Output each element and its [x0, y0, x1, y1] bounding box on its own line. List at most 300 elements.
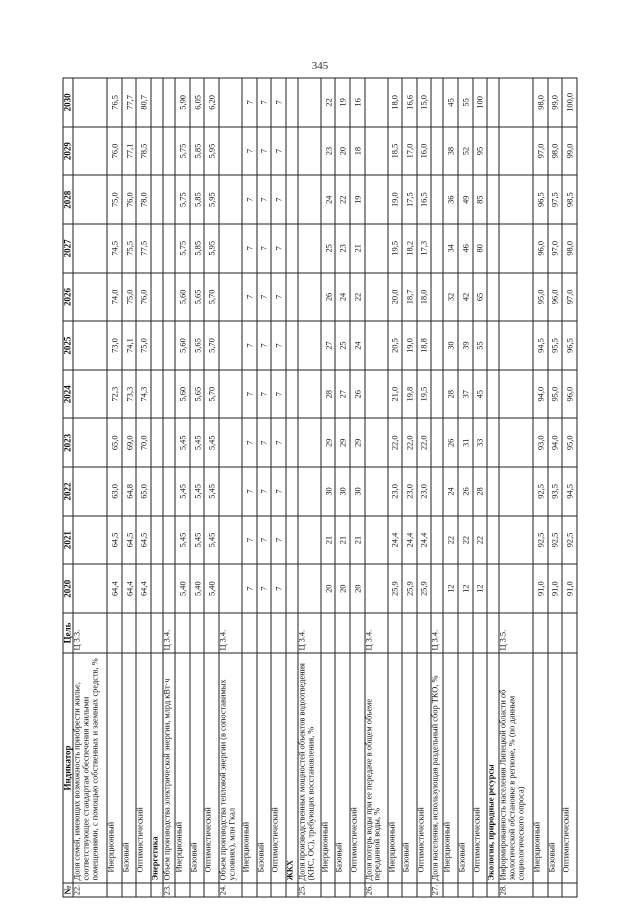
empty-cell: [163, 370, 175, 419]
value-cell: 19,8: [402, 370, 417, 419]
header-no: №: [63, 883, 73, 897]
value-cell: 30: [443, 321, 458, 370]
empty-cell: [219, 564, 242, 613]
scenario-row: [458, 78, 473, 897]
empty-cell: [487, 419, 499, 468]
scenario-label: Базовый: [458, 653, 473, 883]
empty-cell: [487, 127, 499, 176]
value-cell: 55: [473, 321, 488, 370]
indicator-row: [431, 78, 443, 897]
empty-cell: [219, 127, 242, 176]
empty-cell: [388, 613, 403, 653]
value-cell: 19,5: [417, 370, 432, 419]
scenario-label: Оптимистический: [136, 653, 151, 883]
empty-cell: [175, 883, 190, 897]
empty-cell: [122, 883, 137, 897]
value-cell: 5,45: [204, 467, 219, 516]
value-cell: 93,0: [533, 419, 548, 468]
value-cell: 76,0: [122, 175, 137, 224]
value-cell: 5,60: [175, 370, 190, 419]
value-cell: 98,0: [562, 224, 577, 273]
empty-cell: [473, 613, 488, 653]
value-cell: 99,0: [562, 127, 577, 176]
empty-cell: [335, 613, 350, 653]
value-cell: 12: [473, 564, 488, 613]
row-number: 24.: [219, 883, 242, 897]
value-cell: 76,0: [107, 127, 122, 176]
empty-cell: [431, 175, 443, 224]
empty-cell: [73, 516, 107, 565]
scenario-label: Оптимистический: [271, 653, 286, 883]
value-cell: 19,0: [402, 321, 417, 370]
value-cell: 24: [350, 321, 365, 370]
scenario-label: Инерционный: [443, 653, 458, 883]
value-cell: 5,75: [175, 127, 190, 176]
empty-cell: [487, 273, 499, 322]
value-cell: 23,0: [417, 467, 432, 516]
empty-cell: [365, 467, 388, 516]
value-cell: 30: [335, 467, 350, 516]
empty-cell: [388, 883, 403, 897]
value-cell: 99,0: [548, 78, 563, 127]
scenario-row: [548, 78, 563, 897]
value-cell: 55: [458, 78, 473, 127]
rotated-table-container: [63, 78, 578, 898]
scenario-label: Инерционный: [533, 653, 548, 883]
empty-cell: [417, 883, 432, 897]
value-cell: 5,70: [204, 370, 219, 419]
value-cell: 5,45: [175, 516, 190, 565]
value-cell: 23: [335, 224, 350, 273]
header-year: 2020: [63, 564, 73, 613]
empty-cell: [350, 613, 365, 653]
value-cell: 100: [473, 78, 488, 127]
empty-cell: [151, 613, 163, 653]
value-cell: 73,3: [122, 370, 137, 419]
value-cell: 91,0: [562, 564, 577, 613]
empty-cell: [487, 467, 499, 516]
value-cell: 12: [443, 564, 458, 613]
value-cell: 7: [242, 175, 257, 224]
empty-cell: [73, 419, 107, 468]
value-cell: 7: [257, 273, 272, 322]
empty-cell: [321, 883, 336, 897]
value-cell: 70,0: [136, 419, 151, 468]
value-cell: 22,0: [417, 419, 432, 468]
value-cell: 5,95: [204, 224, 219, 273]
scenario-label: Базовый: [122, 653, 137, 883]
value-cell: 5,45: [204, 419, 219, 468]
scenario-row: [271, 78, 286, 897]
scenario-label: Оптимистический: [204, 653, 219, 883]
value-cell: 5,45: [190, 467, 205, 516]
value-cell: 18,7: [402, 273, 417, 322]
empty-cell: [499, 78, 533, 127]
empty-cell: [350, 883, 365, 897]
scenario-row: [402, 78, 417, 897]
value-cell: 29: [350, 419, 365, 468]
scenario-row: [443, 78, 458, 897]
empty-cell: [190, 883, 205, 897]
value-cell: 7: [242, 370, 257, 419]
page-number: 345: [311, 60, 329, 72]
value-cell: 77,5: [136, 224, 151, 273]
scenario-row: [107, 78, 122, 897]
value-cell: 26: [443, 419, 458, 468]
value-cell: 30: [321, 467, 336, 516]
value-cell: 7: [242, 127, 257, 176]
header-year: 2024: [63, 370, 73, 419]
empty-cell: [286, 370, 298, 419]
value-cell: 7: [271, 175, 286, 224]
empty-cell: [107, 613, 122, 653]
value-cell: 64,4: [107, 564, 122, 613]
empty-cell: [73, 127, 107, 176]
value-cell: 18: [350, 127, 365, 176]
empty-cell: [219, 175, 242, 224]
value-cell: 45: [473, 370, 488, 419]
value-cell: 98,0: [533, 78, 548, 127]
scenario-row: [257, 78, 272, 897]
value-cell: 32: [443, 273, 458, 322]
section-row: [151, 78, 163, 897]
empty-cell: [151, 564, 163, 613]
value-cell: 18,5: [388, 127, 403, 176]
value-cell: 22,0: [402, 419, 417, 468]
empty-cell: [298, 370, 321, 419]
value-cell: 28: [321, 370, 336, 419]
value-cell: 7: [271, 516, 286, 565]
value-cell: 72,3: [107, 370, 122, 419]
scenario-row: [242, 78, 257, 897]
empty-cell: [242, 883, 257, 897]
table-body: [73, 78, 577, 897]
header-year: 2027: [63, 224, 73, 273]
empty-cell: [73, 370, 107, 419]
value-cell: 74,5: [107, 224, 122, 273]
value-cell: 23,0: [388, 467, 403, 516]
empty-cell: [73, 467, 107, 516]
empty-cell: [286, 78, 298, 127]
value-cell: 5,95: [204, 175, 219, 224]
value-cell: 5,45: [190, 516, 205, 565]
value-cell: 73,0: [107, 321, 122, 370]
value-cell: 5,70: [204, 321, 219, 370]
value-cell: 64,4: [122, 564, 137, 613]
empty-cell: [298, 127, 321, 176]
empty-cell: [499, 370, 533, 419]
value-cell: 76,5: [107, 78, 122, 127]
empty-cell: [73, 78, 107, 127]
empty-cell: [473, 883, 488, 897]
row-number: 22.: [73, 883, 107, 897]
value-cell: 21: [335, 516, 350, 565]
header-row: [63, 78, 73, 897]
empty-cell: [151, 370, 163, 419]
value-cell: 7: [257, 370, 272, 419]
value-cell: 92,5: [548, 516, 563, 565]
value-cell: 26: [350, 370, 365, 419]
value-cell: 64,5: [136, 516, 151, 565]
value-cell: 24: [321, 175, 336, 224]
scenario-label: Базовый: [402, 653, 417, 883]
scenario-row: [562, 78, 577, 897]
value-cell: 7: [257, 467, 272, 516]
value-cell: 5,70: [204, 273, 219, 322]
value-cell: 18,8: [417, 321, 432, 370]
empty-cell: [286, 224, 298, 273]
value-cell: 92,5: [562, 516, 577, 565]
scenario-label: Оптимистический: [417, 653, 432, 883]
scenario-row: [350, 78, 365, 897]
empty-cell: [499, 175, 533, 224]
value-cell: 65,0: [136, 467, 151, 516]
scenario-label: Базовый: [335, 653, 350, 883]
value-cell: 74,3: [136, 370, 151, 419]
empty-cell: [365, 224, 388, 273]
empty-cell: [151, 516, 163, 565]
empty-cell: [286, 883, 298, 897]
value-cell: 77,1: [122, 127, 137, 176]
value-cell: 7: [271, 78, 286, 127]
indicator-row: [73, 78, 107, 897]
value-cell: 75,0: [122, 273, 137, 322]
value-cell: 34: [443, 224, 458, 273]
empty-cell: [431, 321, 443, 370]
header-year: 2023: [63, 419, 73, 468]
value-cell: 25,9: [402, 564, 417, 613]
scenario-label: Базовый: [257, 653, 272, 883]
value-cell: 5,85: [190, 224, 205, 273]
value-cell: 96,0: [548, 273, 563, 322]
empty-cell: [151, 273, 163, 322]
value-cell: 5,85: [190, 175, 205, 224]
value-cell: 75,0: [107, 175, 122, 224]
empty-cell: [487, 175, 499, 224]
value-cell: 64,5: [107, 516, 122, 565]
value-cell: 5,75: [175, 175, 190, 224]
value-cell: 78,0: [136, 175, 151, 224]
value-cell: 95,5: [548, 321, 563, 370]
scenario-label: Инерционный: [321, 653, 336, 883]
value-cell: 7: [242, 564, 257, 613]
value-cell: 25,9: [388, 564, 403, 613]
empty-cell: [548, 883, 563, 897]
indicator-row: [499, 78, 533, 897]
value-cell: 18,0: [417, 273, 432, 322]
value-cell: 19: [350, 175, 365, 224]
empty-cell: [431, 564, 443, 613]
value-cell: 98,5: [562, 175, 577, 224]
section-title: ЖКХ: [286, 653, 298, 883]
empty-cell: [562, 613, 577, 653]
value-cell: 78,5: [136, 127, 151, 176]
value-cell: 97,0: [562, 273, 577, 322]
empty-cell: [298, 321, 321, 370]
value-cell: 7: [257, 321, 272, 370]
value-cell: 94,0: [533, 370, 548, 419]
value-cell: 95: [473, 127, 488, 176]
empty-cell: [163, 78, 175, 127]
scenario-label: Оптимистический: [562, 653, 577, 883]
value-cell: 19: [335, 78, 350, 127]
empty-cell: [365, 419, 388, 468]
value-cell: 37: [458, 370, 473, 419]
value-cell: 22,0: [388, 419, 403, 468]
empty-cell: [163, 564, 175, 613]
empty-cell: [219, 273, 242, 322]
empty-cell: [151, 224, 163, 273]
scenario-label: Базовый: [190, 653, 205, 883]
indicator-label: Доля производственных мощностей объектов водоотведения (КНС, ОС), требующих восстановления, %: [298, 653, 321, 883]
value-cell: 91,0: [548, 564, 563, 613]
empty-cell: [431, 467, 443, 516]
value-cell: 95,0: [548, 370, 563, 419]
value-cell: 94,5: [562, 467, 577, 516]
indicator-label: Доля населения, использующая раздельный сбор ТКО, %: [431, 653, 443, 883]
empty-cell: [458, 883, 473, 897]
row-number: 28.: [499, 883, 533, 897]
empty-cell: [73, 224, 107, 273]
empty-cell: [499, 516, 533, 565]
empty-cell: [298, 78, 321, 127]
value-cell: 29: [335, 419, 350, 468]
value-cell: 64,8: [122, 467, 137, 516]
value-cell: 20: [335, 127, 350, 176]
empty-cell: [499, 273, 533, 322]
header-year: 2029: [63, 127, 73, 176]
value-cell: 7: [257, 78, 272, 127]
value-cell: 75,5: [122, 224, 137, 273]
header-year: 2026: [63, 273, 73, 322]
empty-cell: [487, 613, 499, 653]
empty-cell: [204, 883, 219, 897]
empty-cell: [204, 613, 219, 653]
empty-cell: [499, 419, 533, 468]
goal-code: Ц 3.5.: [499, 613, 533, 653]
empty-cell: [136, 613, 151, 653]
value-cell: 97,0: [548, 224, 563, 273]
value-cell: 24: [443, 467, 458, 516]
value-cell: 21: [350, 224, 365, 273]
goal-code: Ц 3.4.: [219, 613, 242, 653]
empty-cell: [271, 883, 286, 897]
section-row: [487, 78, 499, 897]
empty-cell: [365, 516, 388, 565]
value-cell: 5,45: [190, 419, 205, 468]
value-cell: 24,4: [417, 516, 432, 565]
section-title: Энергетика: [151, 653, 163, 883]
value-cell: 36: [443, 175, 458, 224]
empty-cell: [335, 883, 350, 897]
value-cell: 5,60: [175, 273, 190, 322]
empty-cell: [286, 613, 298, 653]
value-cell: 5,85: [190, 127, 205, 176]
value-cell: 7: [242, 419, 257, 468]
value-cell: 39: [458, 321, 473, 370]
empty-cell: [257, 613, 272, 653]
value-cell: 96,5: [562, 321, 577, 370]
value-cell: 28: [473, 467, 488, 516]
value-cell: 7: [242, 224, 257, 273]
indicator-label: Доля потерь воды при ее передаче в общем объеме переданной воды, %: [365, 653, 388, 883]
empty-cell: [73, 321, 107, 370]
value-cell: 5,65: [190, 370, 205, 419]
empty-cell: [298, 224, 321, 273]
value-cell: 24,4: [388, 516, 403, 565]
empty-cell: [151, 127, 163, 176]
empty-cell: [431, 516, 443, 565]
indicator-row: [163, 78, 175, 897]
empty-cell: [163, 419, 175, 468]
value-cell: 85: [473, 175, 488, 224]
value-cell: 74,0: [107, 273, 122, 322]
value-cell: 7: [271, 564, 286, 613]
value-cell: 20: [321, 564, 336, 613]
value-cell: 25: [335, 321, 350, 370]
value-cell: 74,1: [122, 321, 137, 370]
empty-cell: [562, 883, 577, 897]
value-cell: 7: [257, 175, 272, 224]
empty-cell: [533, 883, 548, 897]
empty-cell: [548, 613, 563, 653]
value-cell: 17,0: [402, 127, 417, 176]
value-cell: 95,0: [562, 419, 577, 468]
indicator-row: [365, 78, 388, 897]
empty-cell: [499, 564, 533, 613]
value-cell: 7: [271, 467, 286, 516]
value-cell: 19,0: [388, 175, 403, 224]
value-cell: 80: [473, 224, 488, 273]
value-cell: 29: [321, 419, 336, 468]
empty-cell: [298, 273, 321, 322]
value-cell: 26: [458, 467, 473, 516]
scenario-row: [417, 78, 432, 897]
value-cell: 92,5: [533, 516, 548, 565]
scenario-row: [122, 78, 137, 897]
value-cell: 19,5: [388, 224, 403, 273]
value-cell: 94,5: [533, 321, 548, 370]
header-year: 2021: [63, 516, 73, 565]
value-cell: 7: [271, 127, 286, 176]
value-cell: 24,4: [402, 516, 417, 565]
empty-cell: [417, 613, 432, 653]
row-number: 25.: [298, 883, 321, 897]
empty-cell: [487, 883, 499, 897]
indicator-label: Информированность населения Липецкой области об экологической обстановке в регионе, % (по данным социологического опроса): [499, 653, 533, 883]
empty-cell: [286, 467, 298, 516]
empty-cell: [431, 273, 443, 322]
value-cell: 69,0: [122, 419, 137, 468]
scenario-row: [321, 78, 336, 897]
value-cell: 7: [242, 516, 257, 565]
header-indicator: Индикатор: [63, 653, 73, 883]
indicator-label: Объем производства электрической энергии, млрд кВт·ч: [163, 653, 175, 883]
value-cell: 49: [458, 175, 473, 224]
empty-cell: [219, 321, 242, 370]
empty-cell: [286, 419, 298, 468]
scenario-row: [388, 78, 403, 897]
value-cell: 23: [321, 127, 336, 176]
scenario-row: [204, 78, 219, 897]
value-cell: 65,0: [107, 419, 122, 468]
empty-cell: [271, 613, 286, 653]
value-cell: 6,05: [190, 78, 205, 127]
value-cell: 63,0: [107, 467, 122, 516]
empty-cell: [219, 516, 242, 565]
goal-code: Ц 3.4.: [365, 613, 388, 653]
empty-cell: [402, 613, 417, 653]
